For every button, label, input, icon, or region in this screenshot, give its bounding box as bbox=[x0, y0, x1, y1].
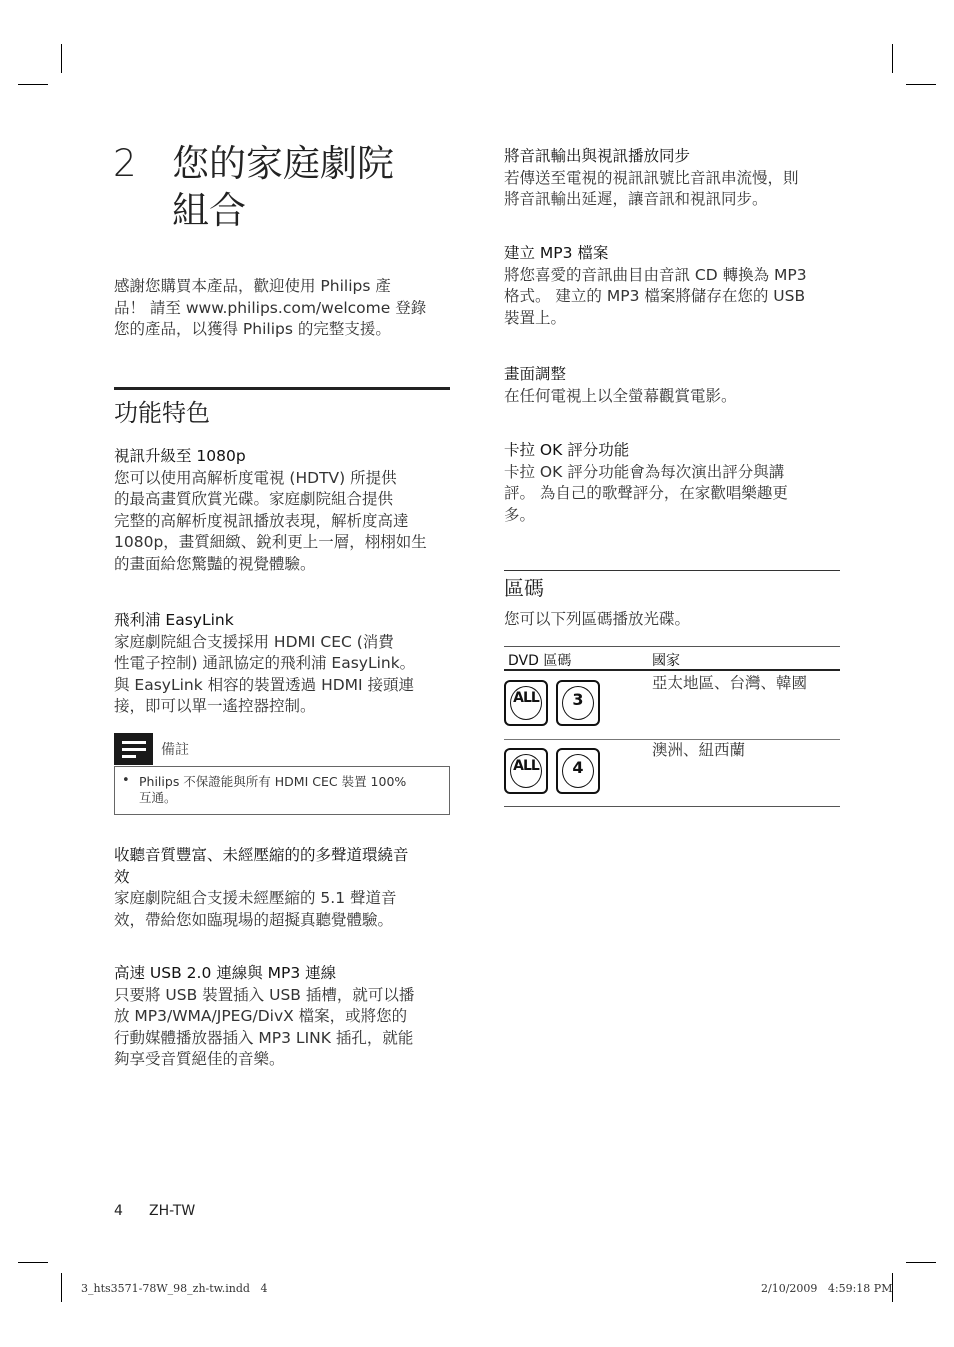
feature-hd bbox=[114, 446, 459, 575]
body-line: 格式。 建立的 MP3 檔案將儲存在您的 USB bbox=[504, 287, 806, 305]
feature-heading: 視訊升級至 1080p bbox=[114, 447, 246, 465]
slug-date: 2/10/2009 4:59:18 PM bbox=[761, 1282, 893, 1295]
body-line: 行動媒體播放器插入 MP3 LINK 插孔，就能 bbox=[114, 1028, 414, 1047]
page-number: 4 bbox=[114, 1203, 123, 1219]
feature-body bbox=[114, 468, 459, 576]
intro-paragraph bbox=[114, 276, 454, 341]
region-country: 澳洲、紐西蘭 bbox=[652, 741, 746, 759]
body-line: 將您喜愛的音訊曲目由音訊 CD 轉換為 MP3 bbox=[504, 265, 807, 284]
body-line: 1080p，畫質細緻、銳利更上一層，栩栩如生 bbox=[114, 533, 427, 551]
body-line: 放 MP3/WMA/JPEG/DivX 檔案，或將您的 bbox=[114, 1007, 408, 1025]
feature-body bbox=[504, 265, 849, 330]
body-line: 多。 bbox=[504, 505, 536, 524]
region-country: 亞太地區、台灣、韓國 bbox=[652, 674, 808, 692]
chapter-title bbox=[172, 140, 462, 234]
region-title: 區碼 bbox=[504, 576, 544, 600]
body-line: 家庭劇院組合支援未經壓縮的 5.1 聲道音 bbox=[114, 889, 397, 907]
body-line: 的最高畫質欣賞光碟。家庭劇院組合提供 bbox=[114, 490, 394, 508]
crop-mark bbox=[61, 1273, 62, 1302]
feature-body bbox=[114, 888, 459, 931]
feature-heading: 高速 USB 2.0 連線與 MP3 連線 bbox=[114, 964, 337, 982]
body-line: 接，即可以單一遙控器控制。 bbox=[114, 697, 316, 715]
body-line: 若傳送至電視的視訊訊號比音訊串流慢，則 bbox=[504, 168, 799, 187]
note-label: 備註 bbox=[161, 742, 189, 758]
crop-mark bbox=[61, 44, 62, 73]
region-number-logo bbox=[556, 748, 600, 794]
table-header-rule bbox=[504, 669, 840, 671]
chapter-title-line: 您的家庭劇院 bbox=[172, 142, 394, 185]
table-header-country: 國家 bbox=[652, 653, 680, 669]
feature-body bbox=[504, 168, 849, 211]
note-line: Philips 不保證能與所有 HDMI CEC 裝置 100% bbox=[139, 774, 407, 789]
region-logo-text: 4 bbox=[572, 758, 584, 777]
feature-mp3 bbox=[504, 243, 849, 329]
region-logo-text: ALL bbox=[513, 690, 539, 706]
slug-file: 3_hts3571-78W_98_zh-tw.indd 4 bbox=[81, 1282, 268, 1295]
region-intro: 您可以下列區碼播放光碟。 bbox=[504, 610, 691, 628]
body-line: 只要將 USB 裝置插入 USB 插槽，就可以播 bbox=[114, 985, 415, 1004]
crop-mark bbox=[892, 44, 893, 73]
body-line: 將音訊輸出延遲，讓音訊和視訊同步。 bbox=[504, 190, 768, 208]
table-header-dvd: DVD 區碼 bbox=[508, 653, 572, 669]
region-logo-text: ALL bbox=[513, 758, 539, 774]
chapter-title-line: 組合 bbox=[172, 189, 246, 232]
crop-mark bbox=[906, 84, 936, 85]
chapter-number: 2 bbox=[113, 142, 137, 185]
body-line: 卡拉 OK 評分功能會為每次演出評分與講 bbox=[504, 462, 785, 481]
body-line: 評。 為自己的歌聲評分，在家歡唱樂趣更 bbox=[504, 484, 788, 502]
body-line: 性電子控制) 通訊協定的飛利浦 EasyLink。 bbox=[114, 654, 416, 672]
body-line: 在任何電視上以全螢幕觀賞電影。 bbox=[504, 386, 737, 405]
heading-line: 效 bbox=[114, 867, 130, 886]
feature-easylink bbox=[114, 610, 459, 718]
region-number-logo bbox=[556, 680, 600, 726]
feature-audio bbox=[114, 845, 459, 931]
section-rule bbox=[114, 387, 450, 390]
feature-sync bbox=[504, 146, 849, 211]
note-text bbox=[139, 774, 444, 806]
feature-heading bbox=[114, 845, 459, 888]
crop-mark bbox=[906, 1262, 936, 1263]
feature-screen bbox=[504, 364, 849, 407]
feature-heading: 建立 MP3 檔案 bbox=[504, 244, 609, 262]
language-code: ZH-TW bbox=[149, 1203, 196, 1219]
note-line: 互通。 bbox=[139, 790, 177, 805]
crop-mark bbox=[18, 84, 48, 85]
feature-heading: 將音訊輸出與視訊播放同步 bbox=[504, 147, 691, 165]
intro-line: 您的產品，以獲得 Philips 的完整支援。 bbox=[114, 320, 391, 338]
body-line: 您可以使用高解析度電視 (HDTV) 所提供 bbox=[114, 468, 397, 487]
note-icon bbox=[114, 733, 153, 765]
intro-line: 品！ 請至 www.philips.com/welcome 登錄 bbox=[114, 298, 427, 317]
heading-line: 收聽音質豐富、未經壓縮的的多聲道環繞音 bbox=[114, 846, 409, 864]
feature-body bbox=[504, 386, 849, 408]
table-bottom-rule bbox=[504, 806, 840, 807]
body-line: 與 EasyLink 相容的裝置透過 HDMI 接頭連 bbox=[114, 675, 415, 694]
feature-heading: 卡拉 OK 評分功能 bbox=[504, 441, 630, 459]
feature-body bbox=[504, 462, 849, 527]
feature-body bbox=[114, 632, 459, 718]
intro-line: 感謝您購買本產品，歡迎使用 Philips 產 bbox=[114, 277, 391, 295]
table-top-rule bbox=[504, 646, 840, 647]
body-line: 裝置上。 bbox=[504, 308, 567, 327]
feature-usb bbox=[114, 963, 459, 1071]
feature-karaoke bbox=[504, 440, 849, 526]
body-line: 效，帶給您如臨現場的超擬真聽覺體驗。 bbox=[114, 910, 394, 929]
crop-mark bbox=[18, 1262, 48, 1263]
body-line: 家庭劇院組合支援採用 HDMI CEC (消費 bbox=[114, 632, 394, 651]
note-bullet: • bbox=[122, 773, 130, 788]
region-logo-text: 3 bbox=[572, 690, 584, 709]
body-line: 完整的高解析度視訊播放表現，解析度高達 bbox=[114, 511, 409, 530]
section-rule bbox=[504, 570, 840, 571]
region-all-logo bbox=[504, 680, 548, 726]
features-title: 功能特色 bbox=[114, 399, 210, 427]
feature-heading: 飛利浦 EasyLink bbox=[114, 611, 234, 629]
body-line: 夠享受音質絕佳的音樂。 bbox=[114, 1050, 285, 1068]
region-all-logo bbox=[504, 748, 548, 794]
feature-body bbox=[114, 985, 459, 1071]
body-line: 的畫面給您驚豔的視覺體驗。 bbox=[114, 554, 316, 573]
feature-heading: 畫面調整 bbox=[504, 365, 567, 383]
